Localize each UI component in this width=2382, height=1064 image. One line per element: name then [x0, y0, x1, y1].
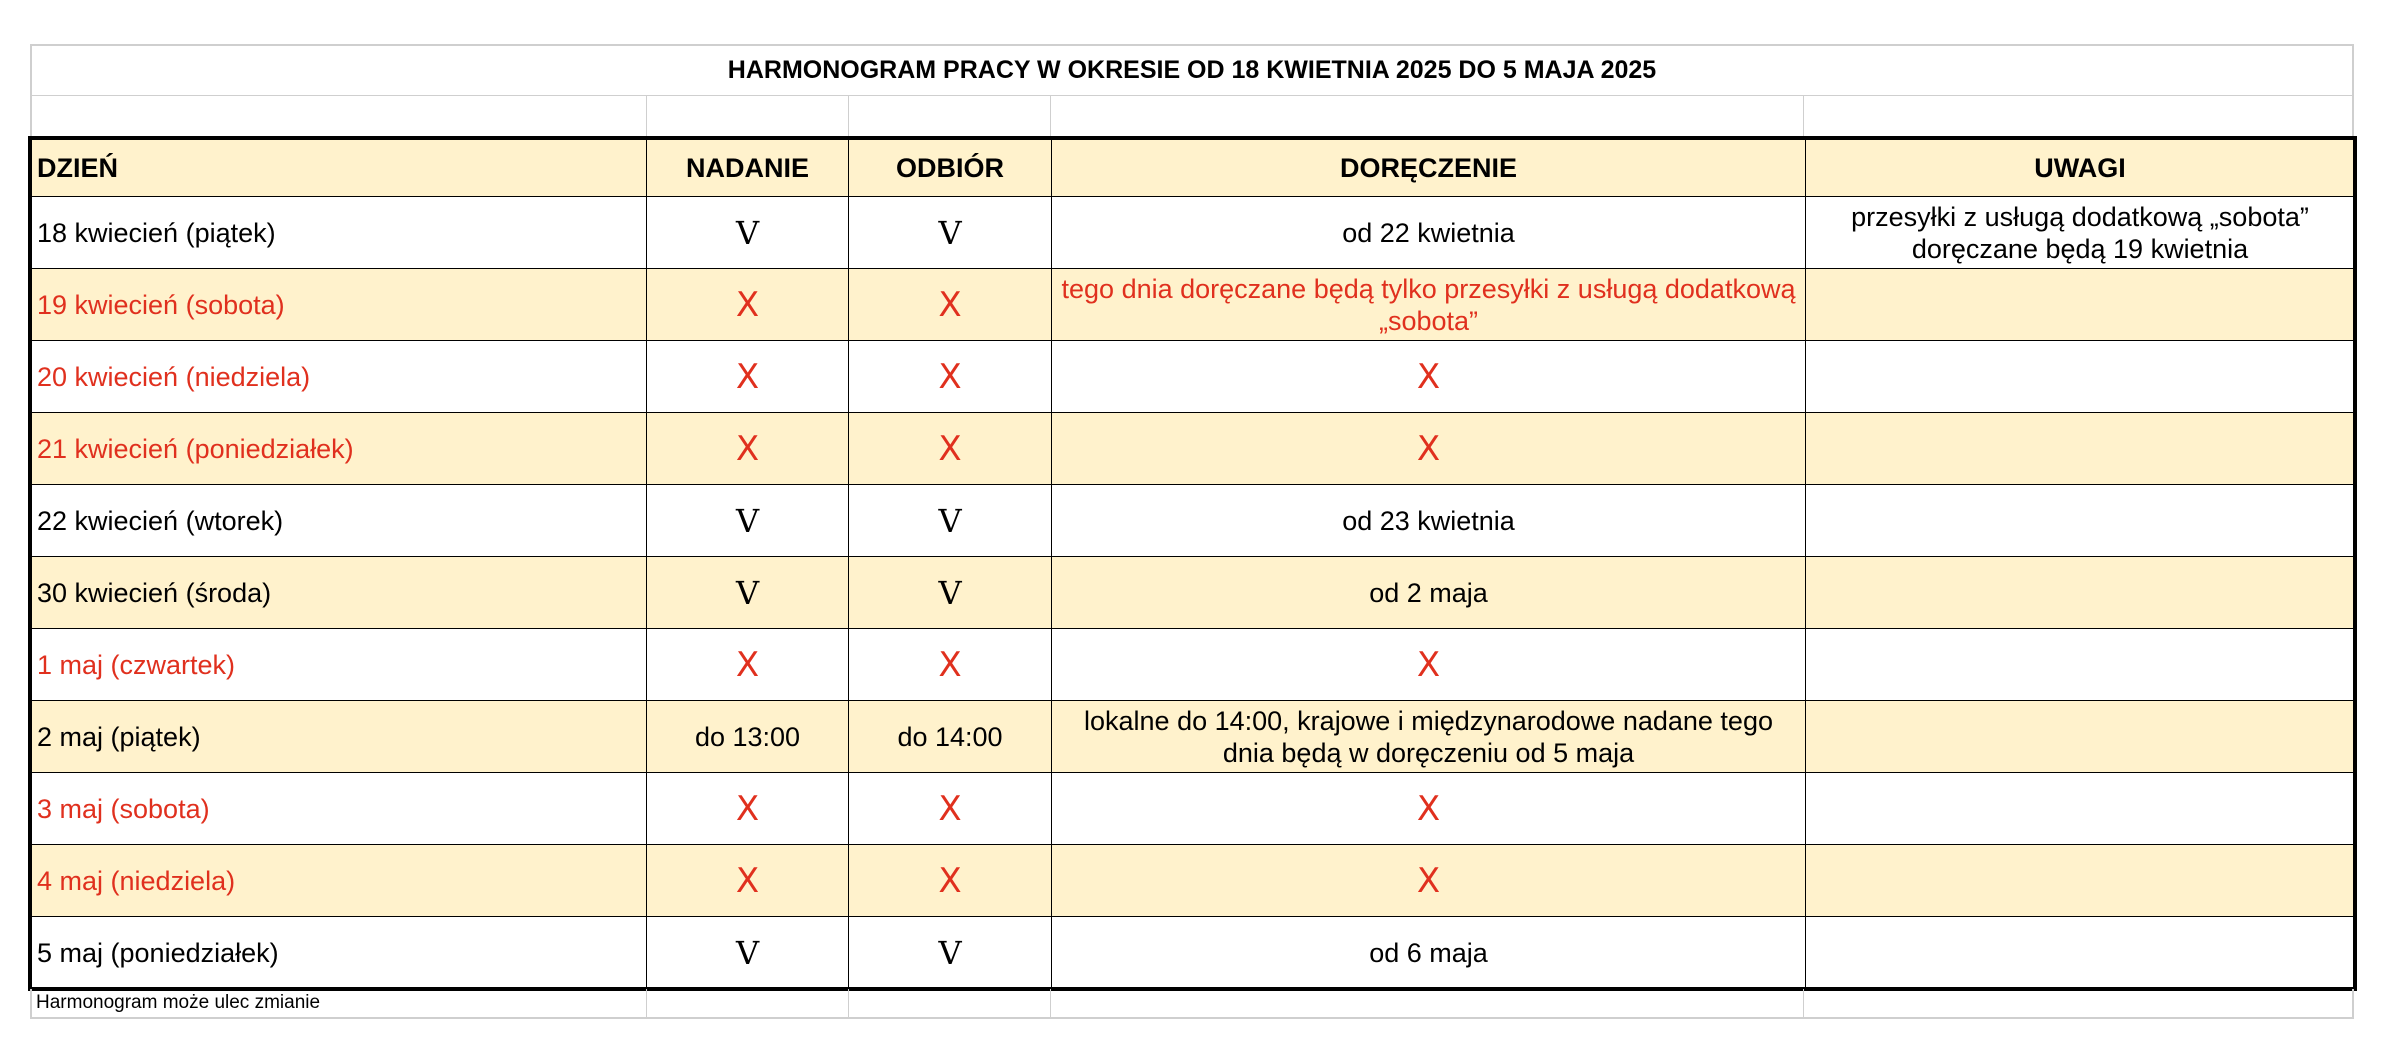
send-cell: V [647, 197, 849, 269]
pickup-cell: V [849, 485, 1052, 557]
notes-cell [1806, 269, 2355, 341]
delivery-cell: X [1052, 845, 1806, 917]
pickup-cell: X [849, 845, 1052, 917]
day-cell: 22 kwiecień (wtorek) [31, 485, 647, 557]
footer-cell [647, 989, 849, 1017]
table-row [31, 197, 2355, 269]
header-notes: UWAGI [1806, 139, 2355, 197]
header-pickup: ODBIÓR [849, 139, 1052, 197]
pickup-cell: do 14:00 [849, 701, 1052, 773]
spacer-row [30, 96, 2354, 138]
delivery-cell: od 22 kwietnia [1052, 197, 1806, 269]
schedule-table [30, 138, 2355, 989]
table-row [31, 413, 2355, 485]
send-cell: X [647, 341, 849, 413]
notes-cell [1806, 845, 2355, 917]
pickup-cell: X [849, 629, 1052, 701]
send-cell: V [647, 485, 849, 557]
send-cell: X [647, 773, 849, 845]
delivery-cell: X [1052, 629, 1806, 701]
day-cell: 18 kwiecień (piątek) [31, 197, 647, 269]
notes-cell [1806, 485, 2355, 557]
day-cell: 30 kwiecień (środa) [31, 557, 647, 629]
table-row [31, 341, 2355, 413]
schedule-title: HARMONOGRAM PRACY W OKRESIE OD 18 KWIETNIA 2025 DO 5 MAJA 2025 [30, 44, 2354, 96]
day-cell: 21 kwiecień (poniedziałek) [31, 413, 647, 485]
delivery-cell: X [1052, 341, 1806, 413]
table-row [31, 845, 2355, 917]
table-row [31, 773, 2355, 845]
footer-cell [1051, 989, 1804, 1017]
delivery-cell: tego dnia doręczane będą tylko przesyłki z usługą dodatkową „sobota” [1052, 269, 1806, 341]
notes-cell [1806, 773, 2355, 845]
notes-cell [1806, 341, 2355, 413]
pickup-cell: V [849, 557, 1052, 629]
header-row [31, 139, 2355, 197]
pickup-cell: X [849, 413, 1052, 485]
header-send: NADANIE [647, 139, 849, 197]
table-row [31, 557, 2355, 629]
notes-cell [1806, 629, 2355, 701]
table-row [31, 917, 2355, 989]
pickup-cell: V [849, 917, 1052, 989]
table-row [31, 701, 2355, 773]
spacer-cell [1051, 96, 1804, 138]
spacer-cell [647, 96, 849, 138]
pickup-cell: X [849, 341, 1052, 413]
send-cell: X [647, 845, 849, 917]
day-cell: 19 kwiecień (sobota) [31, 269, 647, 341]
footer-cell [1804, 989, 2352, 1017]
pickup-cell: X [849, 773, 1052, 845]
send-cell: X [647, 413, 849, 485]
delivery-cell: lokalne do 14:00, krajowe i międzynarodowe nadane tego dnia będą w doręczeniu od 5 maja [1052, 701, 1806, 773]
spacer-cell [1804, 96, 2352, 138]
footer-cell [849, 989, 1052, 1017]
notes-cell [1806, 413, 2355, 485]
send-cell: X [647, 269, 849, 341]
notes-cell [1806, 557, 2355, 629]
send-cell: V [647, 557, 849, 629]
table-row [31, 629, 2355, 701]
send-cell: V [647, 917, 849, 989]
table-row [31, 269, 2355, 341]
header-day: DZIEŃ [31, 139, 647, 197]
notes-cell: przesyłki z usługą dodatkową „sobota” doręczane będą 19 kwietnia [1806, 197, 2355, 269]
send-cell: X [647, 629, 849, 701]
delivery-cell: od 23 kwietnia [1052, 485, 1806, 557]
day-cell: 20 kwiecień (niedziela) [31, 341, 647, 413]
pickup-cell: V [849, 197, 1052, 269]
pickup-cell: X [849, 269, 1052, 341]
day-cell: 4 maj (niedziela) [31, 845, 647, 917]
day-cell: 5 maj (poniedziałek) [31, 917, 647, 989]
delivery-cell: od 6 maja [1052, 917, 1806, 989]
notes-cell [1806, 701, 2355, 773]
header-delivery: DORĘCZENIE [1052, 139, 1806, 197]
footer-note: Harmonogram może ulec zmianie [32, 989, 647, 1017]
day-cell: 3 maj (sobota) [31, 773, 647, 845]
table-row [31, 485, 2355, 557]
day-cell: 1 maj (czwartek) [31, 629, 647, 701]
notes-cell [1806, 917, 2355, 989]
delivery-cell: X [1052, 413, 1806, 485]
spacer-cell [32, 96, 647, 138]
delivery-cell: X [1052, 773, 1806, 845]
day-cell: 2 maj (piątek) [31, 701, 647, 773]
send-cell: do 13:00 [647, 701, 849, 773]
footer-row [30, 989, 2354, 1019]
delivery-cell: od 2 maja [1052, 557, 1806, 629]
spacer-cell [849, 96, 1052, 138]
